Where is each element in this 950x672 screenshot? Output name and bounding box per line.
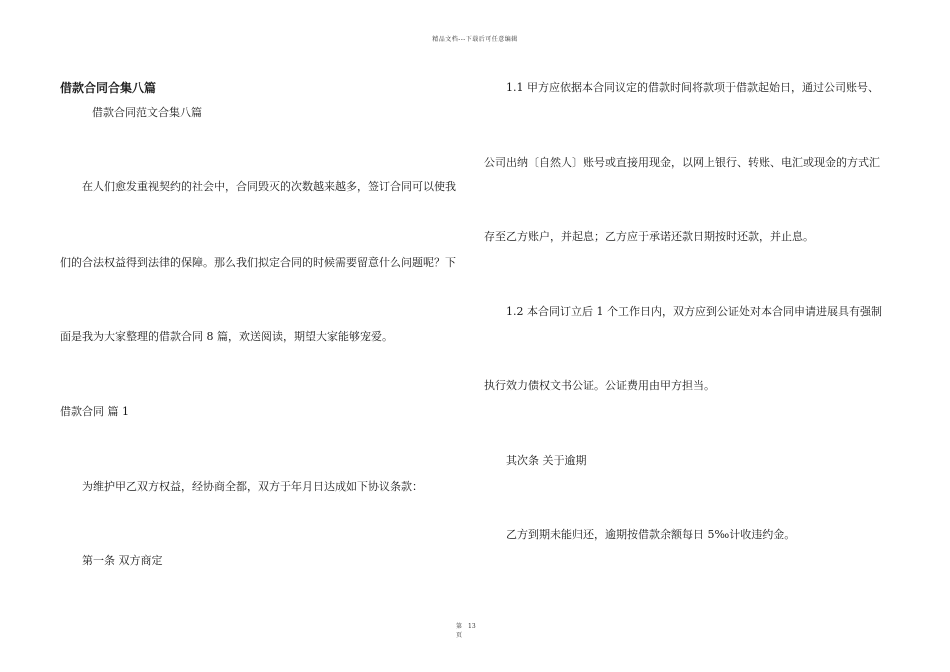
overdue-text: 乙方到期未能归还，逾期按借款余额每日 5‰计收违约金。 (506, 528, 796, 541)
clause-1-1-line-3: 存至乙方账户，并起息；乙方应于承诺还款日期按时还款，并止息。 (484, 230, 814, 243)
article-1-heading: 第一条 双方商定 (82, 554, 163, 567)
header-note: 精品文档---下载后可任意编辑 (432, 36, 518, 43)
intro-line-1: 在人们愈发重视契约的社会中，合同毁灭的次数越来越多，签订合同可以使我 (82, 180, 456, 193)
section-heading: 借款合同 篇 1 (60, 405, 129, 418)
paragraph-1: 为维护甲乙双方权益，经协商全都，双方于年月日达成如下协议条款： (82, 480, 423, 493)
clause-1-1-line-2: 公司出纳〔自然人〕账号或直接用现金，以网上银行、转账、电汇或现金的方式汇 (484, 156, 880, 169)
clause-1-2-line-1: 1.2 本合同订立后 1 个工作日内，双方应到公证处对本合同申请进展具有强制 (506, 305, 882, 318)
article-2-heading: 其次条 关于逾期 (506, 454, 587, 467)
page-suffix: 页 (456, 632, 463, 639)
document-title: 借款合同合集八篇 (60, 81, 157, 95)
document-subtitle: 借款合同范文合集八篇 (92, 106, 202, 119)
page-number: 13 (468, 623, 476, 630)
intro-line-3: 面是我为大家整理的借款合同 8 篇，欢送阅读，期望大家能够宠爱。 (60, 330, 393, 343)
intro-line-2: 们的合法权益得到法律的保障。那么我们拟定合同的时候需要留意什么问题呢？下 (60, 256, 456, 269)
page-footer (456, 622, 476, 640)
page-prefix: 第 (456, 623, 463, 630)
clause-1-1-line-1: 1.1 甲方应依据本合同议定的借款时间将款项于借款起始日，通过公司账号、 (506, 81, 879, 94)
clause-1-2-line-2: 执行效力债权文书公证。公证费用由甲方担当。 (484, 379, 715, 392)
